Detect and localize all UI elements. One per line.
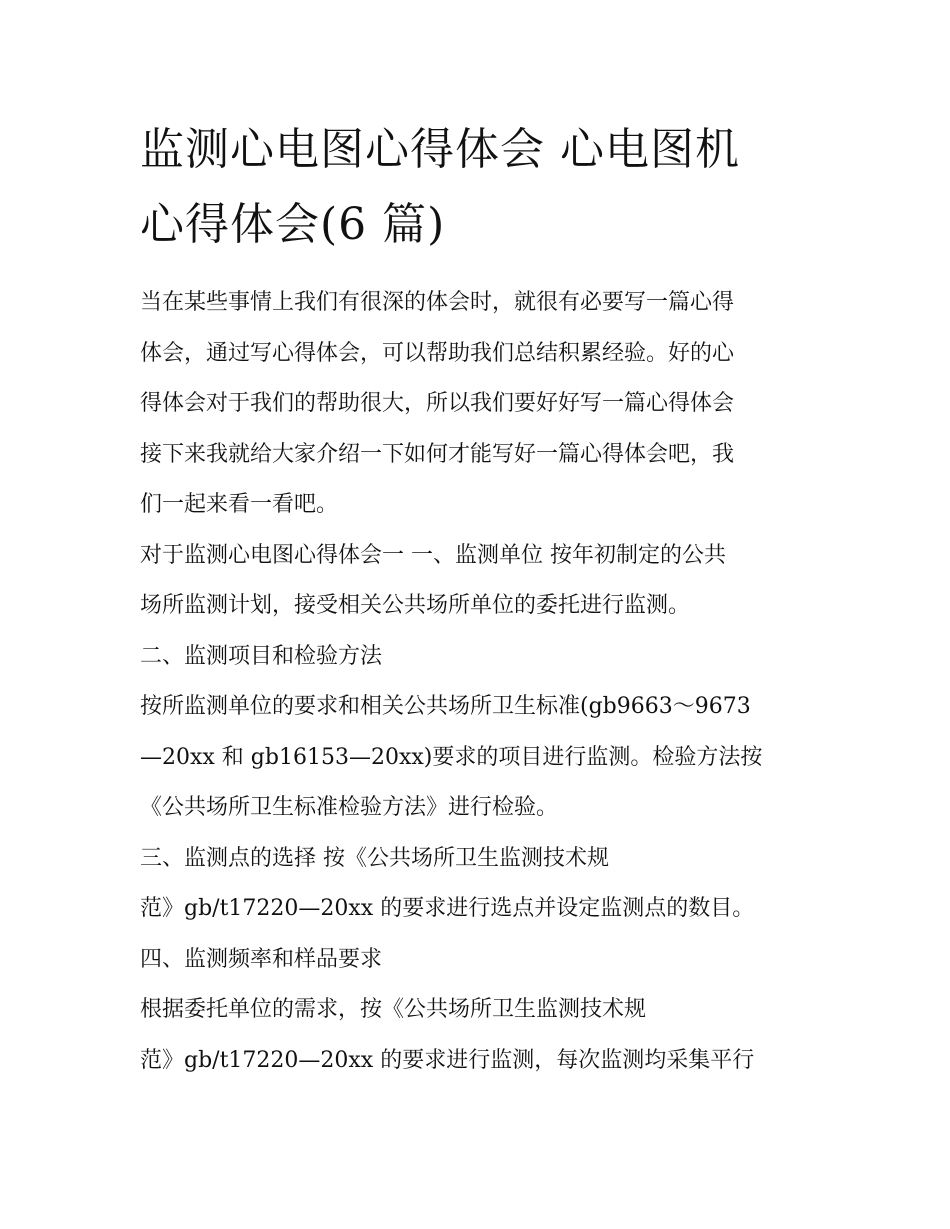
body-line: 根据委托单位的需求，按《公共场所卫生监测技术规 — [140, 997, 647, 1022]
body-line: 范》gb/t17220—20xx 的要求进行监测，每次监测均采集平行 — [140, 1047, 755, 1073]
body-line: 得体会对于我们的帮助很大，所以我们要好好写一篇心得体会 — [140, 391, 735, 416]
document-title — [140, 112, 820, 262]
body-line: 体会，通过写心得体会，可以帮助我们总结积累经验。好的心 — [140, 340, 735, 366]
body-line: 当在某些事情上我们有很深的体会时，就很有必要写一篇心得 — [140, 290, 735, 315]
body-line: 接下来我就给大家介绍一下如何才能写好一篇心得体会吧，我 — [140, 441, 735, 467]
document-body — [140, 278, 820, 1086]
title-line: 心得体会(6 篇) — [140, 199, 446, 250]
section-heading: 二、监测项目和检验方法 — [140, 643, 383, 669]
body-line: 们一起来看一看吧。 — [140, 492, 339, 517]
body-line: 按所监测单位的要求和相关公共场所卫生标准(gb9663～9673 — [140, 694, 751, 719]
body-line: 范》gb/t17220—20xx 的要求进行选点并设定监测点的数目。 — [140, 896, 755, 921]
body-line: —20xx 和 gb16153—20xx)要求的项目进行监测。检验方法按 — [140, 744, 763, 770]
section-heading: 三、监测点的选择 按《公共场所卫生监测技术规 — [140, 845, 609, 871]
body-line: 《公共场所卫生标准检验方法》进行检验。 — [140, 795, 559, 820]
section-heading: 四、监测频率和样品要求 — [140, 946, 383, 972]
body-line: 对于监测心电图心得体会一 一、监测单位 按年初制定的公共 — [140, 542, 726, 568]
body-line: 场所监测计划，接受相关公共场所单位的委托进行监测。 — [140, 593, 691, 618]
title-line: 监测心电图心得体会 心电图机 — [140, 124, 740, 175]
